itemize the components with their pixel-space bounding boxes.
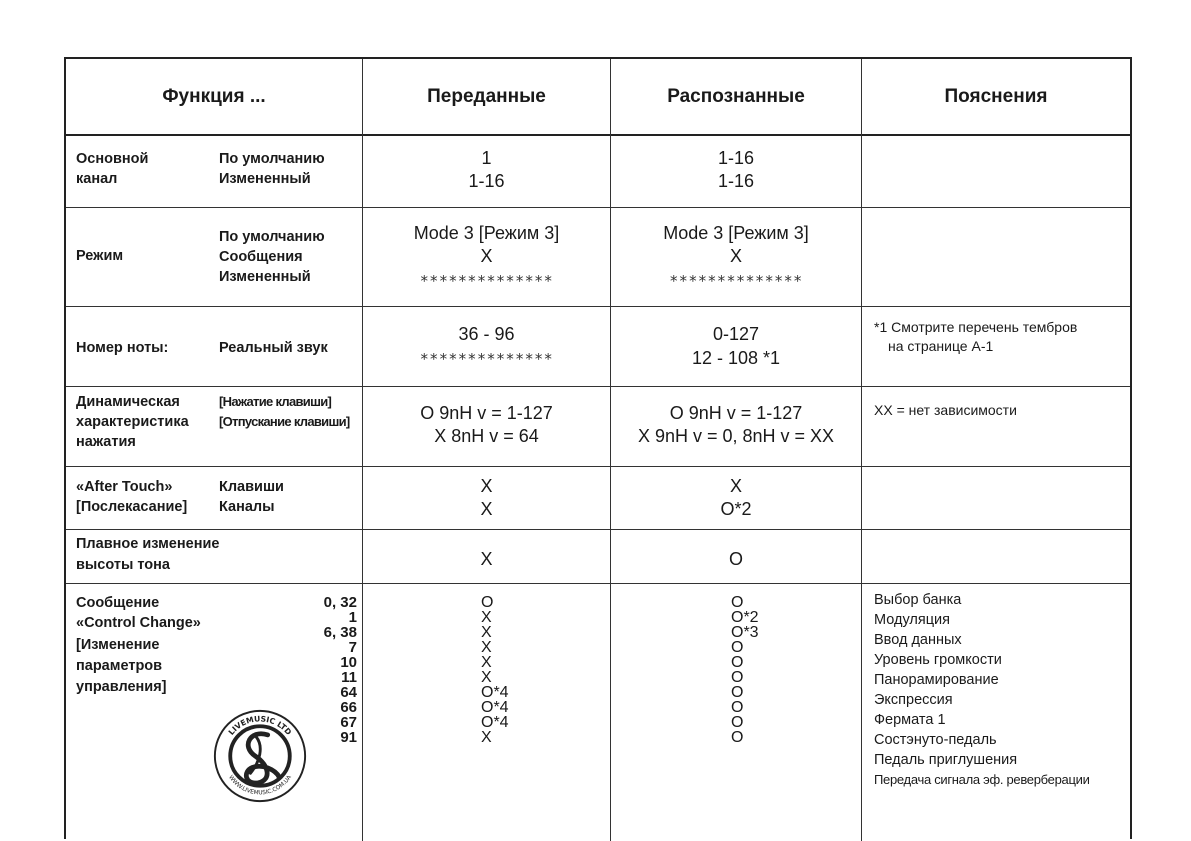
header-remarks: Пояснения [944,85,1048,107]
mode-tx-messages: X [480,246,493,266]
note-number-rx-range: 0-127 [712,324,760,344]
cc-remark: Экспрессия [874,692,953,708]
basic-channel-changed: Измененный [219,171,311,187]
mode-tx-changed: ************** [419,272,554,290]
note-number-tx-true: ************** [419,350,554,368]
row-pitch-bend [66,529,1130,584]
velocity-tx-note-on: O 9nH v = 1-127 [420,403,553,423]
velocity-note-off: [Отпускание клавиши] [219,414,350,429]
cc-tx-value: X [481,624,492,641]
basic-channel-remarks [862,134,1130,207]
header-transmitted: Переданные [363,59,611,134]
control-change-tx [363,583,611,841]
cc-remark: Панорамирование [874,672,999,688]
cc-rx-value: O [731,684,744,701]
control-change-rx [611,583,862,841]
cc-number: 66 [340,699,357,716]
note-number-tx-range: 36 - 96 [458,324,515,344]
cc-tx-value: X [481,669,492,686]
stamp-bottom-text: WWW.LIVEMUSIC.COM.UA [227,774,293,797]
cc-remarks-list [874,590,1090,790]
cc-tx-value: X [481,729,492,746]
cc-number: 10 [340,654,357,671]
velocity-tx [363,386,611,466]
cc-rx-value: O [731,729,744,746]
cc-number: 67 [340,714,357,731]
after-touch-label-2: [Послекасание] [76,499,188,515]
mode-remarks [862,207,1130,306]
pitch-bend-rx [611,529,862,583]
note-number-rx [611,306,862,386]
cc-tx-value: X [481,609,492,626]
mode-label: Режим [76,248,124,264]
after-touch-tx [363,466,611,529]
velocity-rx [611,386,862,466]
cc-rx-value: O [731,654,744,671]
velocity-remark: XX = нет зависимости [874,402,1017,418]
mode-changed: Измененный [219,269,311,285]
stamp-top-text: LIVEMUSIC LTD [226,714,294,737]
velocity-tx-note-off: X 8nH v = 64 [434,426,539,446]
velocity-note-on: [Нажатие клавиши] [219,394,332,409]
cc-tx-value: O*4 [481,699,509,716]
row-after-touch [66,466,1130,530]
velocity-label-1: Динамическая [76,394,180,410]
basic-channel-default: По умолчанию [219,151,325,167]
header-recognized: Распознанные [611,59,862,134]
note-number-remark-1: *1 Смотрите перечень тембров [874,319,1078,335]
basic-channel-rx-changed: 1-16 [717,171,755,191]
cc-tx-value: O*4 [481,684,509,701]
basic-channel-tx-changed: 1-16 [468,171,505,191]
cc-rx-value: O [731,669,744,686]
cc-remark: Передача сигнала эф. реверберации [874,772,1090,787]
note-number-label: Номер ноты: [76,340,169,356]
velocity-rx-note-off: X 9nH v = 0, 8nH v = XX [637,426,835,446]
after-touch-rx-channels: O*2 [720,499,752,519]
mode-rx-messages: X [729,246,742,266]
cc-tx-value: O [481,594,494,611]
note-number-rx-true: 12 - 108 *1 [691,348,781,368]
cc-number: 64 [340,684,357,701]
control-change-label-4: параметров [76,658,163,674]
after-touch-tx-channels: X [480,499,493,519]
cc-remark: Педаль приглушения [874,752,1018,768]
mode-messages: Сообщения [219,249,303,265]
control-change-remarks [862,583,1130,841]
control-change-label-1: Сообщение [76,595,160,611]
pitch-bend-remarks [862,529,1130,583]
velocity-label-3: нажатия [76,434,136,450]
pitch-bend-label-2: высоты тона [76,557,170,573]
cc-number: 7 [348,639,357,656]
basic-channel-tx-default: 1 [481,148,492,168]
cc-rx-value: O*3 [731,624,759,641]
table-header [66,59,1130,136]
mode-tx-default: Mode 3 [Режим 3] [413,223,560,243]
velocity-remarks [862,386,1130,466]
cc-rx-list [731,595,759,745]
cc-tx-value: X [481,654,492,671]
control-change-label-cell [66,583,363,841]
cc-number: 1 [348,609,357,626]
pitch-bend-label-cell [66,529,363,583]
mode-rx [611,207,862,306]
note-number-tx [363,306,611,386]
pitch-bend-rx-value: O [728,549,743,569]
cc-remark: Модуляция [874,612,950,628]
row-basic-channel [66,134,1130,208]
mode-label-cell [66,207,363,306]
mode-default: По умолчанию [219,229,325,245]
note-number-label-cell [66,306,363,386]
control-change-label-5: управления] [76,679,167,695]
livemusic-stamp-logo [212,708,308,804]
cc-tx-list [481,595,509,745]
cc-rx-value: O [731,699,744,716]
cc-rx-value: O [731,594,744,611]
pitch-bend-label-1: Плавное изменение [76,536,220,552]
cc-tx-value: O*4 [481,714,509,731]
note-number-remark-2: на странице А-1 [888,338,994,354]
mode-rx-changed: ************** [669,272,803,290]
cc-number: 11 [341,669,357,686]
basic-channel-rx-default: 1-16 [717,148,755,168]
row-note-number [66,306,1130,387]
velocity-label-cell [66,386,363,466]
mode-tx [363,207,611,306]
cc-tx-value: X [481,639,492,656]
after-touch-rx [611,466,862,529]
pitch-bend-tx [363,529,611,583]
basic-channel-label-1: Основной [76,151,149,167]
after-touch-channels: Каналы [219,499,275,515]
after-touch-tx-keys: X [480,476,493,496]
note-number-remarks [862,306,1130,386]
cc-remark: Уровень громкости [874,652,1002,668]
cc-rx-value: O [731,639,744,656]
velocity-label-2: характеристика [76,414,189,430]
after-touch-rx-keys: X [729,476,742,496]
cc-remark: Ввод данных [874,632,962,648]
header-function: Функция ... [66,59,363,134]
basic-channel-tx [363,134,611,207]
cc-number: 6, 38 [323,624,357,641]
row-velocity [66,386,1130,467]
after-touch-label-cell [66,466,363,529]
cc-number: 0, 32 [323,594,357,611]
note-number-true-voice: Реальный звук [219,340,328,356]
control-change-label-2: «Control Change» [76,615,201,631]
row-control-change [66,583,1130,841]
after-touch-keys: Клавиши [219,479,284,495]
cc-remark: Фермата 1 [874,712,946,728]
basic-channel-label-cell [66,134,363,207]
cc-number: 91 [340,729,357,746]
cc-rx-value: O*2 [731,609,759,626]
row-mode [66,207,1130,307]
after-touch-label-1: «After Touch» [76,479,173,495]
midi-implementation-chart [64,57,1132,839]
cc-rx-value: O [731,714,744,731]
control-change-label-3: [Изменение [76,637,160,653]
velocity-rx-note-on: O 9nH v = 1-127 [669,403,803,423]
mode-rx-default: Mode 3 [Режим 3] [663,223,809,243]
pitch-bend-tx-value: X [480,549,493,569]
after-touch-remarks [862,466,1130,529]
basic-channel-label-2: канал [76,171,118,187]
cc-remark: Состэнуто-педаль [874,732,997,748]
basic-channel-rx [611,134,862,207]
cc-remark: Выбор банка [874,592,962,608]
